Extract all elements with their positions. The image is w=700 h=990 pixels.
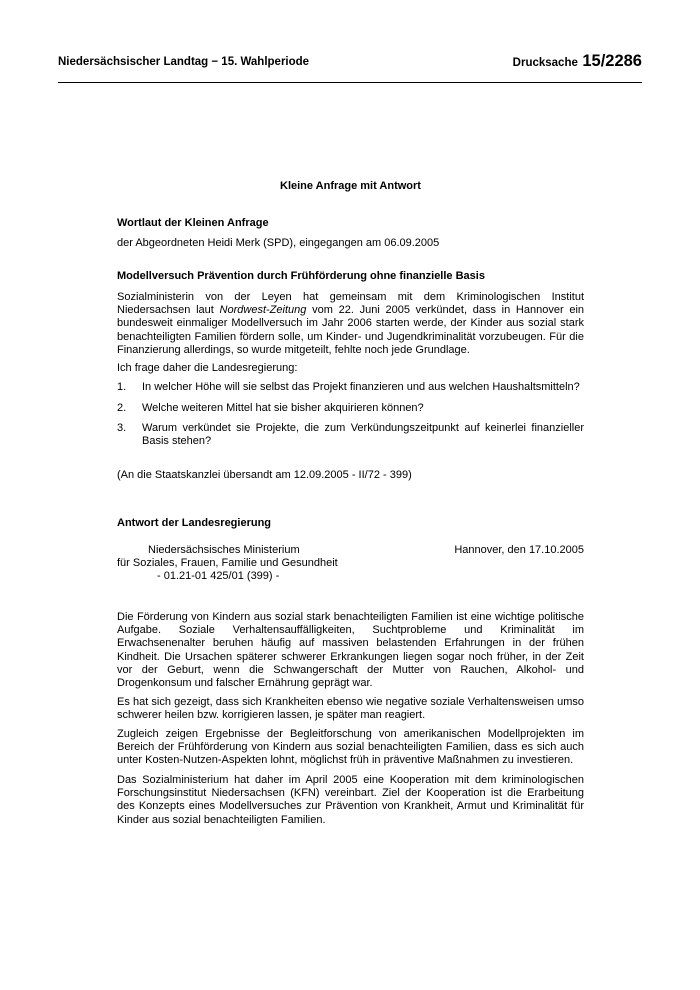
doc-type-title: Kleine Anfrage mit Antwort (280, 180, 421, 192)
question-item-text: Welche weiteren Mittel hat sie bisher akquirieren können? (142, 402, 424, 414)
question-author: der Abgeordneten Heidi Merk (SPD), eingegangen am 06.09.2005 (117, 237, 440, 249)
answer-paragraph: Das Sozialministerium hat daher im April 2005 eine Kooperation mit dem kriminologischen Forschungsinstitut Niedersachsen (KFN) vereinbart. Ziel der Kooperation ist die Erarbeitung des Konzepts eines Modellversuches zur Prävention von Krankheit, Armut und Kriminalität für Kinder aus sozial benachteiligten Familien. (117, 774, 584, 826)
drucksache-number: 15/2286 (582, 52, 642, 70)
ask-line: Ich frage daher die Landesregierung: (117, 362, 298, 374)
question-title: Modellversuch Prävention durch Frühförderung ohne finanzielle Basis (117, 270, 485, 282)
question-item (117, 381, 584, 394)
newspaper-name: Nordwest-Zeitung (219, 304, 307, 317)
place-date: Hannover, den 17.10.2005 (454, 544, 584, 556)
answer-paragraph: Zugleich zeigen Ergebnisse der Begleitforschung von amerikanischen Modellprojekten im Bereich der Frühförderung von Kindern aus sozial benachteiligten Familien, dass es sich auch unter Kosten-Nutzen-Aspekten lohnt, möglichst früh in präventive Maßnahmen zu investieren. (117, 728, 584, 767)
question-item-text: Warum verkündet sie Projekte, die zum Verkündungszeitpunkt auf keinerlei finanzieller Basis stehen? (142, 422, 584, 448)
question-item (117, 422, 584, 448)
intro-part-a: Sozialministerin von der Leyen hat gemeinsam mit dem Kriminologischen Institut Niedersachsen laut (117, 291, 584, 317)
question-heading: Wortlaut der Kleinen Anfrage (117, 217, 269, 229)
answer-paragraph: Die Förderung von Kindern aus sozial stark benachteiligten Familien ist eine wichtige politische Aufgabe. Soziale Verhaltensauffälligkeiten, Suchtprobleme und Kriminalität im Erwachsenenalter beruhen häufig auf massiven belastenden Erfahrungen in der frühen Kindheit. Die Ursachen späterer schwerer Erkrankungen liegen sogar noch früher, in der Zeit vor der Geburt, wenn die Schwangerschaft der Mutter von Rauchen, Alkohol- und Drogenkonsum und falscher Ernährung geprägt war. (117, 611, 584, 690)
question-item-number: 2. (117, 402, 127, 414)
question-item-text: In welcher Höhe will sie selbst das Projekt finanzieren und aus welchen Haushaltsmitteln? (142, 381, 580, 393)
question-intro (117, 291, 584, 357)
page-header (58, 52, 642, 74)
drucksache-ref (513, 52, 642, 71)
forwarded-note: (An die Staatskanzlei übersandt am 12.09.2005 - II/72 - 399) (117, 469, 412, 481)
question-item-number: 1. (117, 381, 127, 393)
question-item (117, 402, 584, 415)
question-item-number: 3. (117, 422, 127, 434)
ministry-line-1: Niedersächsisches Ministerium (148, 544, 300, 556)
drucksache-label: Drucksache (512, 57, 578, 69)
answer-paragraph: Es hat sich gezeigt, dass sich Krankheiten ebenso wie negative soziale Verhaltensweisen umso schwerer heilen bzw. korrigieren lassen, je später man reagiert. (117, 696, 584, 722)
parliament-name: Niedersächsischer Landtag − 15. Wahlperiode (58, 56, 310, 68)
ministry-reference: - 01.21-01 425/01 (399) - (157, 570, 280, 582)
answer-heading: Antwort der Landesregierung (117, 517, 272, 529)
header-rule (58, 82, 642, 83)
ministry-line-2: für Soziales, Frauen, Familie und Gesundheit (117, 557, 338, 569)
intro-part-b: vom 22. Juni 2005 verkündet, dass in Hannover ein bundesweit einmaliger Modellversuch im Jahr 2006 starten werde, der Kinder aus sozial stark benachteiligten Familien fördern solle, um Kinder- und Jugendkriminalität vorzubeugen. Für die Finanzierung allerdings, so wurde mitgeteilt, fehlte noch jede Grundlage. (117, 304, 585, 356)
